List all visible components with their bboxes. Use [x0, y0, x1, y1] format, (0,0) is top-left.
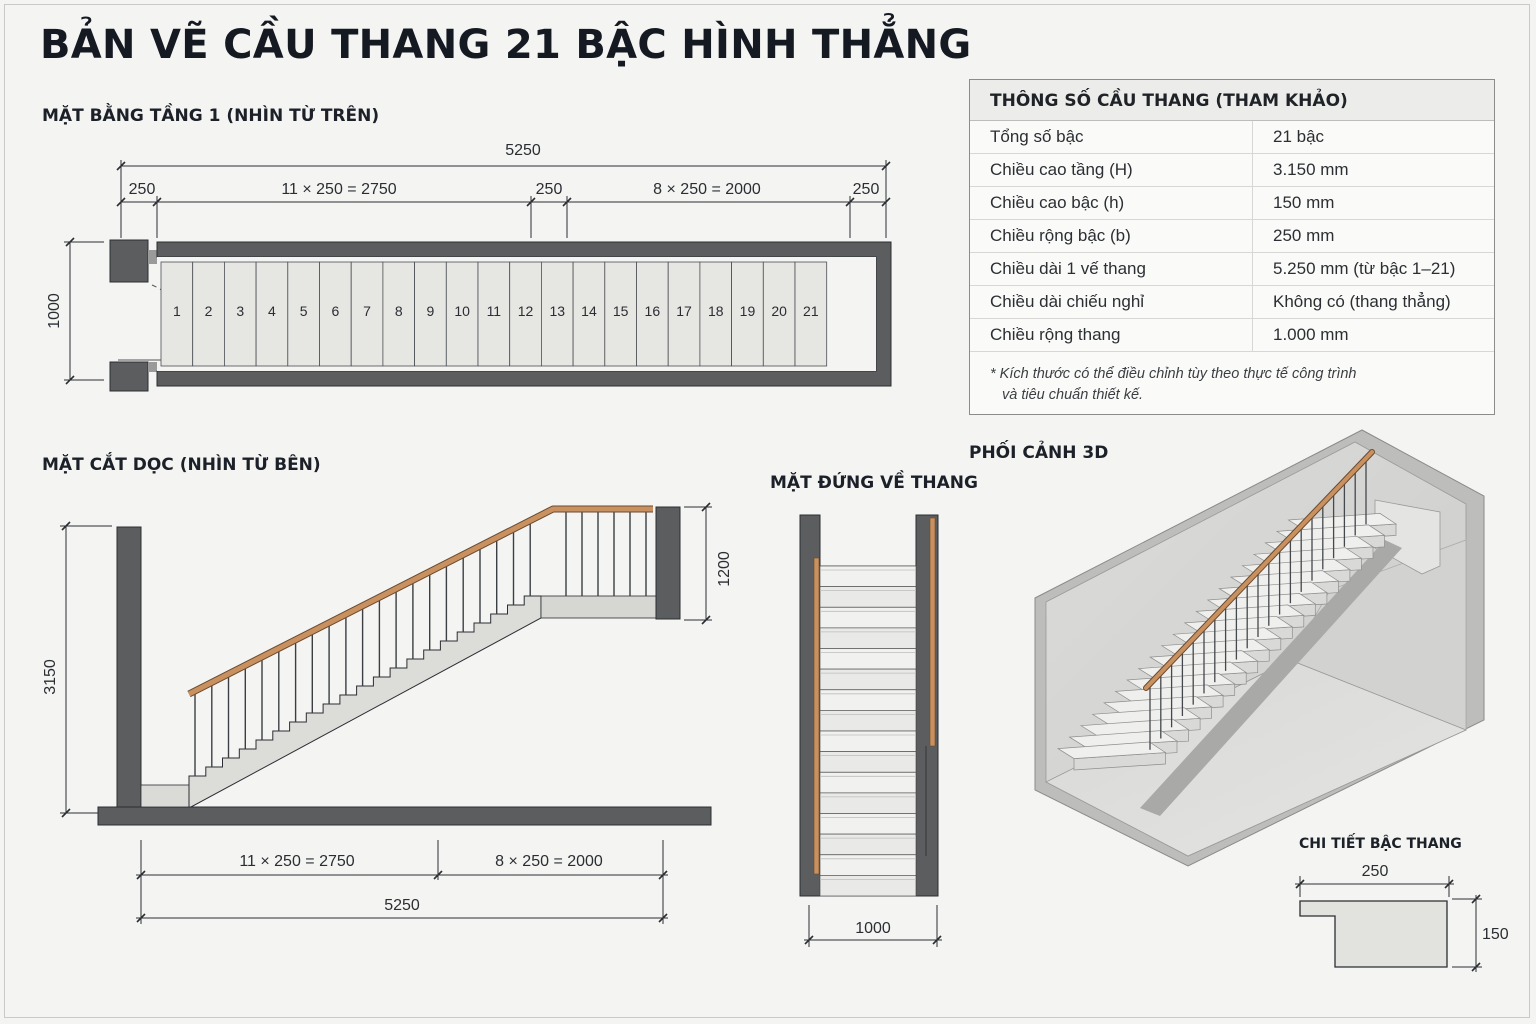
plan-step-number: 13 — [549, 303, 566, 319]
elevation-tread — [820, 710, 916, 731]
specs-row-value: 5.250 mm (từ bậc 1–21) — [1253, 253, 1495, 286]
plan-step-number: 18 — [707, 303, 724, 319]
section-rail-dimension — [684, 503, 712, 624]
plan-step-number: 16 — [644, 303, 661, 319]
elevation-tread — [820, 752, 916, 773]
elevation-right-handrail — [930, 518, 935, 746]
elevation-tread — [820, 834, 916, 855]
plan-dim-seg-5: 250 — [852, 181, 880, 198]
plan-dim-seg-1: 250 — [128, 181, 156, 198]
elevation-dim-width: 1000 — [855, 920, 891, 937]
section-stair-flight — [189, 596, 541, 807]
elevation-tread — [820, 772, 916, 793]
section-bottom-landing — [141, 785, 191, 807]
specs-row-label: Tổng số bậc — [970, 121, 1253, 154]
elevation-tread — [820, 607, 916, 628]
section-dim-rail: 1200 — [716, 551, 733, 587]
plan-step-number: 8 — [394, 303, 403, 319]
elevation-tread — [820, 587, 916, 608]
section-top-slab — [541, 596, 658, 618]
elevation-tread — [820, 875, 916, 896]
plan-treads — [161, 262, 827, 366]
page-title: BẢN VẼ CẦU THANG 21 BẬC HÌNH THẲNG — [40, 22, 972, 68]
elevation-view — [800, 515, 942, 947]
plan-dim-total: 5250 — [505, 142, 541, 159]
plan-step-number: 3 — [236, 303, 245, 319]
plan-step-number: 21 — [803, 303, 819, 319]
section-dim-height: 3150 — [42, 659, 59, 695]
specs-row-label: Chiều dài chiếu nghỉ — [970, 286, 1253, 319]
plan-step-number: 5 — [299, 303, 308, 319]
perspective-heading: PHỐI CẢNH 3D — [969, 443, 1109, 463]
plan-step-number: 7 — [363, 303, 371, 319]
specs-row-label: Chiều rộng bậc (b) — [970, 220, 1253, 253]
step-detail-view — [1295, 863, 1509, 972]
plan-step-number: 19 — [739, 303, 756, 319]
plan-pillar-top — [110, 240, 148, 282]
section-dim-seg-1: 11 × 250 = 2750 — [239, 853, 355, 870]
specs-row-label: Chiều rộng thang — [970, 319, 1253, 352]
section-upper-wall — [656, 507, 680, 619]
specs-row-value: 3.150 mm — [1253, 154, 1495, 187]
plan-step-number: 2 — [204, 303, 213, 319]
detail-step-profile — [1300, 901, 1447, 967]
plan-step-number: 15 — [612, 303, 629, 319]
elevation-left-handrail — [814, 558, 819, 874]
section-balusters — [195, 509, 646, 776]
plan-step-number: 1 — [172, 303, 181, 319]
plan-pillar-bottom — [110, 362, 148, 391]
plan-dim-seg-3: 250 — [535, 181, 563, 198]
specs-row-value: 21 bậc — [1253, 121, 1495, 154]
section-heading: MẶT CẮT DỌC (NHÌN TỪ BÊN) — [42, 455, 321, 475]
specs-row-label: Chiều cao tầng (H) — [970, 154, 1253, 187]
elevation-tread — [820, 669, 916, 690]
plan-step-number: 6 — [331, 303, 340, 319]
elevation-tread — [820, 649, 916, 670]
detail-dim-riser: 150 — [1482, 926, 1509, 943]
section-floor-slab — [98, 807, 711, 825]
specs-note-line-1: * Kích thước có thể điều chỉnh tùy theo thực tế công trình — [990, 366, 1357, 382]
section-view — [42, 503, 733, 924]
specs-row-value: 150 mm — [1253, 187, 1495, 220]
elevation-tread — [820, 855, 916, 876]
section-height-dimension — [60, 522, 112, 817]
plan-step-number: 4 — [268, 303, 276, 319]
specs-row-label: Chiều dài 1 vế thang — [970, 253, 1253, 286]
section-left-wall — [117, 527, 141, 807]
specs-row-label: Chiều cao bậc (h) — [970, 187, 1253, 220]
elevation-tread — [820, 566, 916, 587]
elevation-treads — [820, 566, 916, 896]
elevation-tread — [820, 628, 916, 649]
elevation-tread — [820, 814, 916, 835]
plan-step-number: 10 — [454, 303, 470, 319]
detail-heading: CHI TIẾT BẬC THANG — [1299, 836, 1462, 852]
elevation-tread — [820, 690, 916, 711]
elevation-tread — [820, 731, 916, 752]
plan-step-number: 9 — [426, 303, 435, 319]
plan-step-number: 20 — [771, 303, 787, 319]
plan-heading: MẶT BẰNG TẦNG 1 (NHÌN TỪ TRÊN) — [42, 106, 380, 126]
plan-dim-seg-2: 11 × 250 = 2750 — [281, 181, 397, 198]
plan-step-number: 14 — [581, 303, 597, 319]
elevation-tread — [820, 793, 916, 814]
plan-step-number: 17 — [676, 303, 692, 319]
plan-dim-seg-4: 8 × 250 = 2000 — [653, 181, 761, 198]
detail-dim-tread: 250 — [1361, 863, 1389, 880]
specs-note-line-2: và tiêu chuẩn thiết kế. — [1002, 387, 1144, 403]
plan-step-number: 12 — [517, 303, 534, 319]
plan-view — [46, 142, 891, 391]
specs-heading: THÔNG SỐ CẦU THANG (THAM KHẢO) — [970, 80, 1494, 121]
section-dim-total: 5250 — [384, 897, 420, 914]
perspective-view — [1035, 430, 1484, 866]
elevation-heading: MẶT ĐỨNG VỀ THANG — [770, 473, 978, 493]
specs-row-value: 250 mm — [1253, 220, 1495, 253]
plan-dim-width: 1000 — [46, 293, 63, 329]
specs-row-value: 1.000 mm — [1253, 319, 1495, 352]
specs-row-value: Không có (thang thẳng) — [1253, 286, 1495, 319]
section-dim-seg-2: 8 × 250 = 2000 — [495, 853, 603, 870]
plan-step-number: 11 — [486, 303, 502, 319]
